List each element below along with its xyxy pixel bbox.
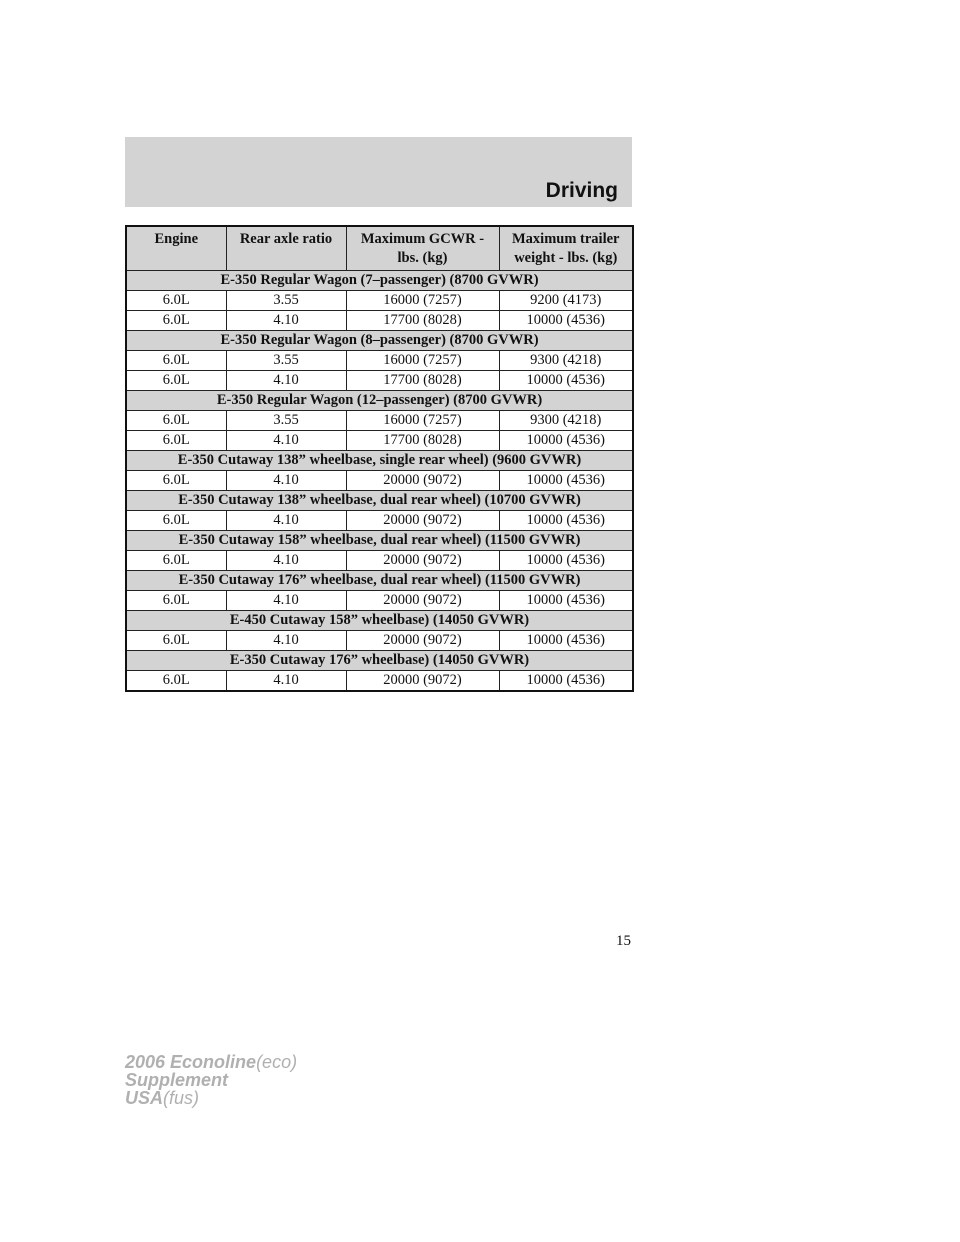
table-section-row [126,651,633,671]
gcwr-cell: 17700 (8028) [346,371,499,391]
footer-model-code: (eco) [256,1052,298,1072]
gcwr-cell: 17700 (8028) [346,311,499,331]
section-title-cell: E-350 Cutaway 158” wheelbase, dual rear wheel) (11500 GVWR) [126,531,633,551]
trailer-weight-cell: 10000 (4536) [499,431,633,451]
axle-ratio-cell: 4.10 [226,551,346,571]
table-row [126,291,633,311]
section-header-band [125,137,632,207]
footer-market-code: (fus) [163,1088,200,1108]
section-title-cell: E-350 Cutaway 176” wheelbase) (14050 GVWR) [126,651,633,671]
gcwr-cell: 20000 (9072) [346,471,499,491]
col-header-max-gcwr: Maximum GCWR - lbs. (kg) [346,226,499,271]
gcwr-cell: 20000 (9072) [346,671,499,692]
table-row [126,631,633,651]
axle-ratio-cell: 4.10 [226,631,346,651]
trailer-weight-cell: 9200 (4173) [499,291,633,311]
engine-cell: 6.0L [126,551,226,571]
trailer-weight-cell: 10000 (4536) [499,511,633,531]
col-header-engine: Engine [126,226,226,271]
gcwr-cell: 16000 (7257) [346,351,499,371]
table-row [126,551,633,571]
engine-cell: 6.0L [126,291,226,311]
footer-supplement: Supplement [125,1070,229,1090]
engine-cell: 6.0L [126,311,226,331]
section-title: Driving [545,179,618,202]
table-row [126,671,633,692]
table-row [126,511,633,531]
section-title-cell: E-450 Cutaway 158” wheelbase) (14050 GVWR) [126,611,633,631]
axle-ratio-cell: 3.55 [226,411,346,431]
table-section-row [126,491,633,511]
gcwr-cell: 20000 (9072) [346,631,499,651]
axle-ratio-cell: 4.10 [226,431,346,451]
trailer-weight-cell: 10000 (4536) [499,471,633,491]
section-title-cell: E-350 Regular Wagon (12–passenger) (8700 GVWR) [126,391,633,411]
gcwr-cell: 16000 (7257) [346,411,499,431]
table-row [126,431,633,451]
engine-cell: 6.0L [126,371,226,391]
table-section-row [126,331,633,351]
gcwr-cell: 20000 (9072) [346,591,499,611]
axle-ratio-cell: 4.10 [226,671,346,692]
table-section-row [126,531,633,551]
trailer-weight-cell: 10000 (4536) [499,591,633,611]
table-row [126,311,633,331]
footer-imprint [125,1053,297,1107]
engine-cell: 6.0L [126,511,226,531]
axle-ratio-cell: 4.10 [226,471,346,491]
gcwr-cell: 20000 (9072) [346,551,499,571]
table-section-row [126,451,633,471]
trailer-weight-cell: 10000 (4536) [499,671,633,692]
table-body [126,271,633,692]
footer-market: USA [125,1088,164,1108]
table-header-row [126,226,633,271]
table-row [126,471,633,491]
section-title-cell: E-350 Cutaway 138” wheelbase, dual rear wheel) (10700 GVWR) [126,491,633,511]
gcwr-cell: 16000 (7257) [346,291,499,311]
table-section-row [126,571,633,591]
trailer-weight-cell: 10000 (4536) [499,311,633,331]
table-row [126,351,633,371]
axle-ratio-cell: 4.10 [226,311,346,331]
engine-cell: 6.0L [126,411,226,431]
table-section-row [126,271,633,291]
footer-model: 2006 Econoline [125,1052,257,1072]
section-title-cell: E-350 Cutaway 138” wheelbase, single rear wheel) (9600 GVWR) [126,451,633,471]
table-row [126,411,633,431]
section-title-cell: E-350 Cutaway 176” wheelbase, dual rear wheel) (11500 GVWR) [126,571,633,591]
axle-ratio-cell: 3.55 [226,291,346,311]
gcwr-cell: 20000 (9072) [346,511,499,531]
engine-cell: 6.0L [126,431,226,451]
trailer-weight-cell: 10000 (4536) [499,551,633,571]
axle-ratio-cell: 4.10 [226,511,346,531]
towing-spec-table [125,225,634,692]
table-section-row [126,391,633,411]
engine-cell: 6.0L [126,631,226,651]
trailer-weight-cell: 10000 (4536) [499,631,633,651]
section-title-cell: E-350 Regular Wagon (7–passenger) (8700 GVWR) [126,271,633,291]
gcwr-cell: 17700 (8028) [346,431,499,451]
axle-ratio-cell: 3.55 [226,351,346,371]
engine-cell: 6.0L [126,351,226,371]
col-header-max-trailer-weight: Maximum trailer weight - lbs. (kg) [499,226,633,271]
col-header-rear-axle-ratio: Rear axle ratio [226,226,346,271]
axle-ratio-cell: 4.10 [226,591,346,611]
engine-cell: 6.0L [126,591,226,611]
table-row [126,371,633,391]
trailer-weight-cell: 9300 (4218) [499,411,633,431]
engine-cell: 6.0L [126,671,226,692]
axle-ratio-cell: 4.10 [226,371,346,391]
section-title-cell: E-350 Regular Wagon (8–passenger) (8700 GVWR) [126,331,633,351]
engine-cell: 6.0L [126,471,226,491]
table-row [126,591,633,611]
table-section-row [126,611,633,631]
trailer-weight-cell: 10000 (4536) [499,371,633,391]
page-number: 15 [616,933,631,949]
trailer-weight-cell: 9300 (4218) [499,351,633,371]
